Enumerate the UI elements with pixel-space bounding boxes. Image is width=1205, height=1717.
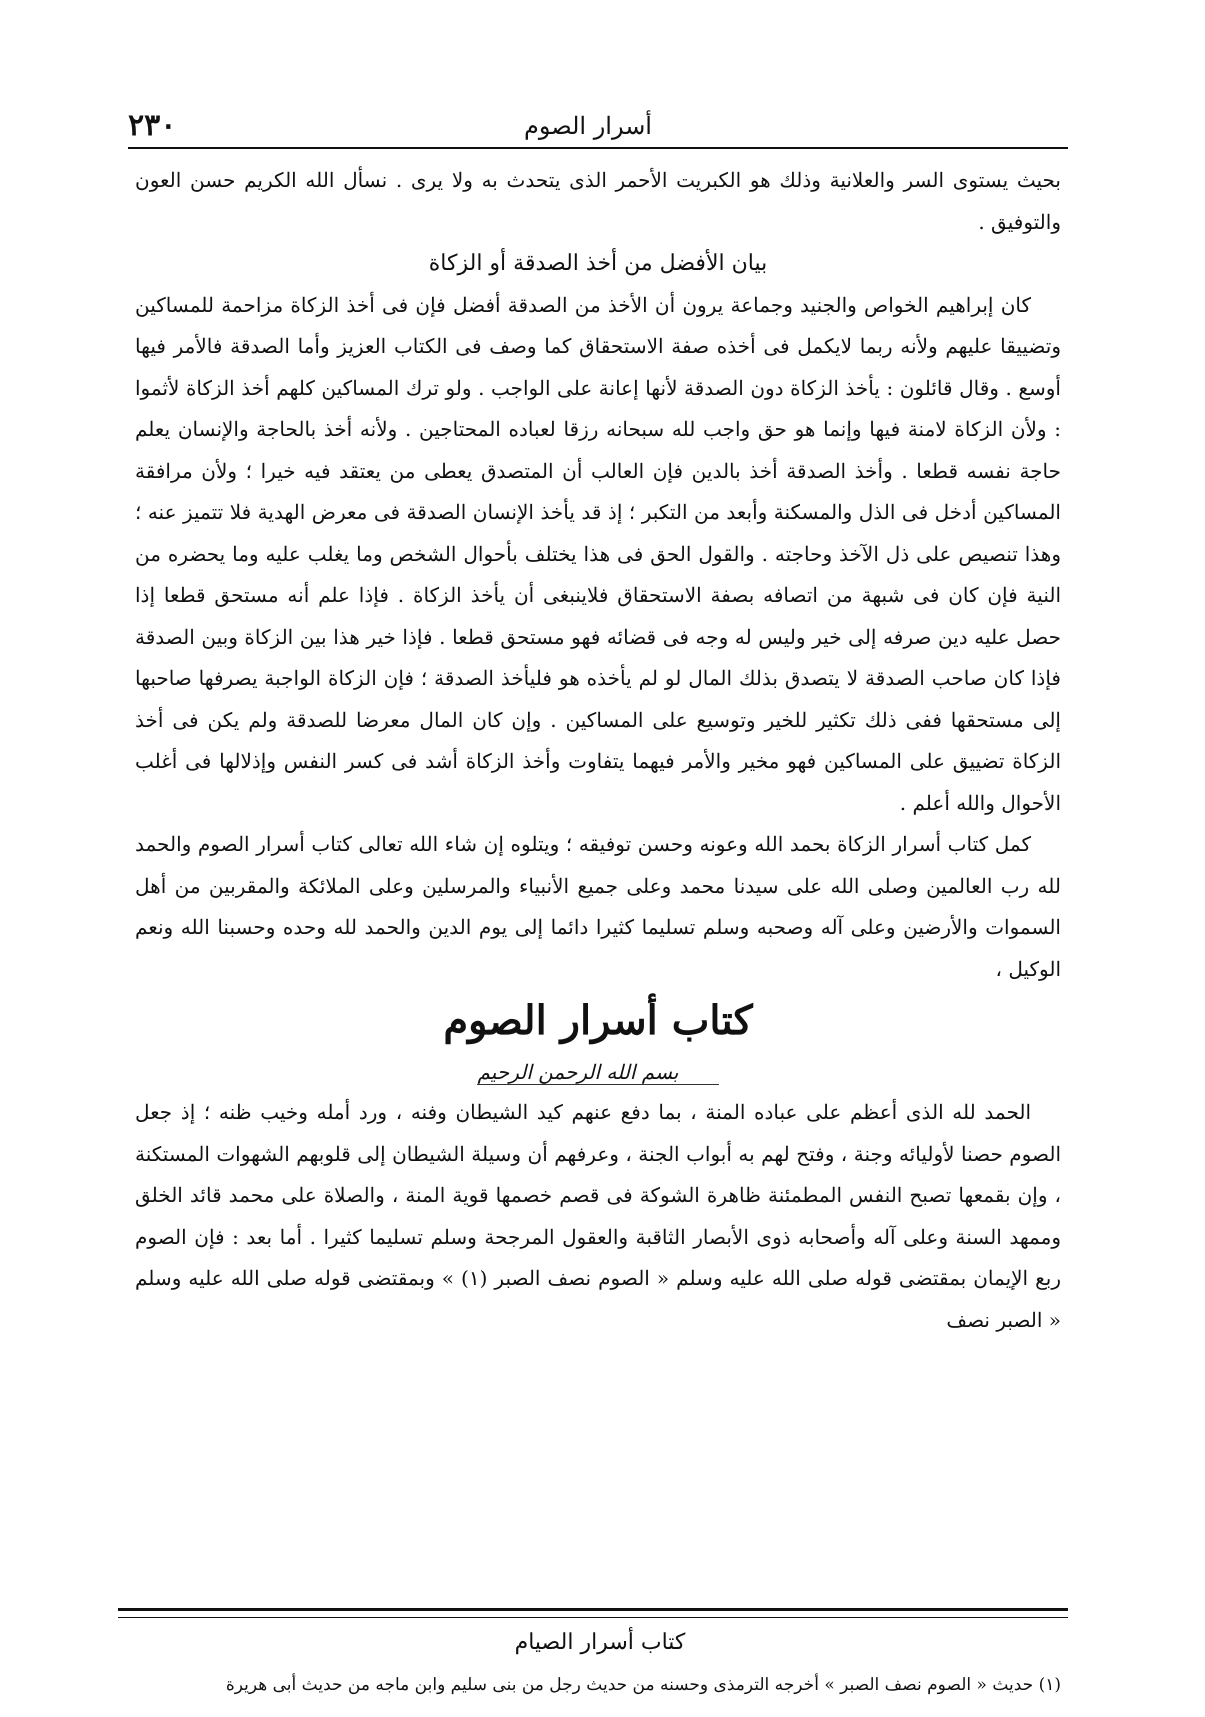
footnote-separator xyxy=(118,1608,1068,1618)
paragraph-continuation: بحيث يستوى السر والعلانية وذلك هو الكبريت الأحمر الذى يتحدث به ولا يرى . نسأل الله الكريم حسن العون والتوفيق . xyxy=(135,168,1061,234)
page-number: ٢٣٠ xyxy=(128,108,177,143)
section-heading: بيان الأفضل من أخذ الصدقة أو الزكاة xyxy=(428,251,768,276)
header-rule xyxy=(128,147,1068,149)
basmala-text: بسم الله الرحمن الرحيم xyxy=(477,1060,718,1085)
paragraph-closing: كمل كتاب أسرار الزكاة بحمد الله وعونه وحسن توفيقه ؛ ويتلوه إن شاء الله تعالى كتاب أسرار الصوم والحمد لله رب العالمين وصلى الله على سيدنا محمد وعلى جميع الأنبياء والمرسلين وعلى الملائكة والمقربين من أهل السموات والأرضين وعلى آله وصحبه وسلم تسليما كثيرا دائما إلى يوم الدين والحمد لله وحده وحسبنا الله ونعم الوكيل ، xyxy=(135,832,1061,981)
running-title: أسرار الصوم xyxy=(524,112,652,140)
footnote: (١) حديث « الصوم نصف الصبر » أخرجه الترمذى وحسنه من حديث رجل من بنى سليم وابن ماجه من حديث أبى هريرة xyxy=(225,1675,1061,1695)
paragraph-fasting-intro: الحمد لله الذى أعظم على عباده المنة ، بما دفع عنهم كيد الشيطان وفنه ، ورد أمله وخيب ظنه ؛ إذ جعل الصوم حصنا لأوليائه وجنة ، وفتح لهم به أبواب الجنة ، وعرفهم أن وسيلة الشيطان إلى قلوبهم الشهوات المستكنة ، وإن بقمعها تصبح النفس المطمئنة ظاهرة الشوكة فى قصم خصمها قوية المنة ، والصلاة على محمد قائد الخلق وممهد السنة وعلى آله وأصحابه ذوى الأبصار الثاقبة والعقول المرجحة وسلم تسليما كثيرا . أما بعد : فإن الصوم ربع الإيمان بمقتضى قوله صلى الله عليه وسلم « الصوم نصف الصبر (١) » وبمقتضى قوله صلى الله عليه وسلم « الصبر نصف xyxy=(135,1100,1061,1332)
book-title: كتاب أسرار الصوم xyxy=(443,997,753,1044)
basmala xyxy=(135,1052,1061,1092)
main-text xyxy=(135,160,1061,1341)
paragraph-zakat: كان إبراهيم الخواص والجنيد وجماعة يرون أن الأخذ من الصدقة أفضل فإن فى أخذ الزكاة مزاحمة للمساكين وتضييقا عليهم ولأنه ربما لايكمل فى أخذه صفة الاستحقاق كما وصف فى الكتاب العزيز وأما الصدقة فالأمر فيها أوسع . وقال قائلون : يأخذ الزكاة دون الصدقة لأنها إعانة على الواجب . ولو ترك المساكين كلهم أخذ الزكاة لأثموا : ولأن الزكاة لامنة فيها وإنما هو حق واجب لله سبحانه رزقا لعباده المحتاجين . ولأنه أخذ بالحاجة والإنسان يعلم حاجة نفسه قطعا . وأخذ الصدقة أخذ بالدين فإن العالب أن المتصدق يعطى من يعتقد فيه خيرا ؛ ولأن مرافقة المساكين أدخل فى الذل والمسكنة وأبعد من التكبر ؛ إذ قد يأخذ الإنسان الصدقة فى معرض الهدية فلا تتميز عنه ؛ وهذا تنصيص على ذل الآخذ وحاجته . والقول الحق فى هذا يختلف بأحوال الشخص وما يغلب عليه وما يحضره من النية فإن كان فى شبهة من اتصافه بصفة الاستحقاق فلاينبغى أن يأخذ الزكاة . فإذا علم أنه مستحق قطعا إذا حصل عليه دين صرفه إلى خير وليس له وجه فى قضائه فهو مستحق قطعا . فإذا خير هذا بين الزكاة وبين الصدقة فإذا كان صاحب الصدقة لا يتصدق بذلك المال لو لم يأخذه هو فليأخذ الصدقة ؛ فإن الزكاة الواجبة يصرفها صاحبها إلى مستحقها ففى ذلك تكثير للخير وتوسيع على المساكين . وإن كان المال معرضا للصدقة ولم يكن فى أخذ الزكاة تضييق على المساكين فهو مخير والأمر فيهما يتفاوت وأخذ الزكاة أشد فى كسر النفس وإذلالها فى أغلب الأحوال والله أعلم . xyxy=(135,292,1062,815)
page-header xyxy=(128,108,1068,148)
footer-title: كتاب أسرار الصيام xyxy=(514,1630,686,1655)
